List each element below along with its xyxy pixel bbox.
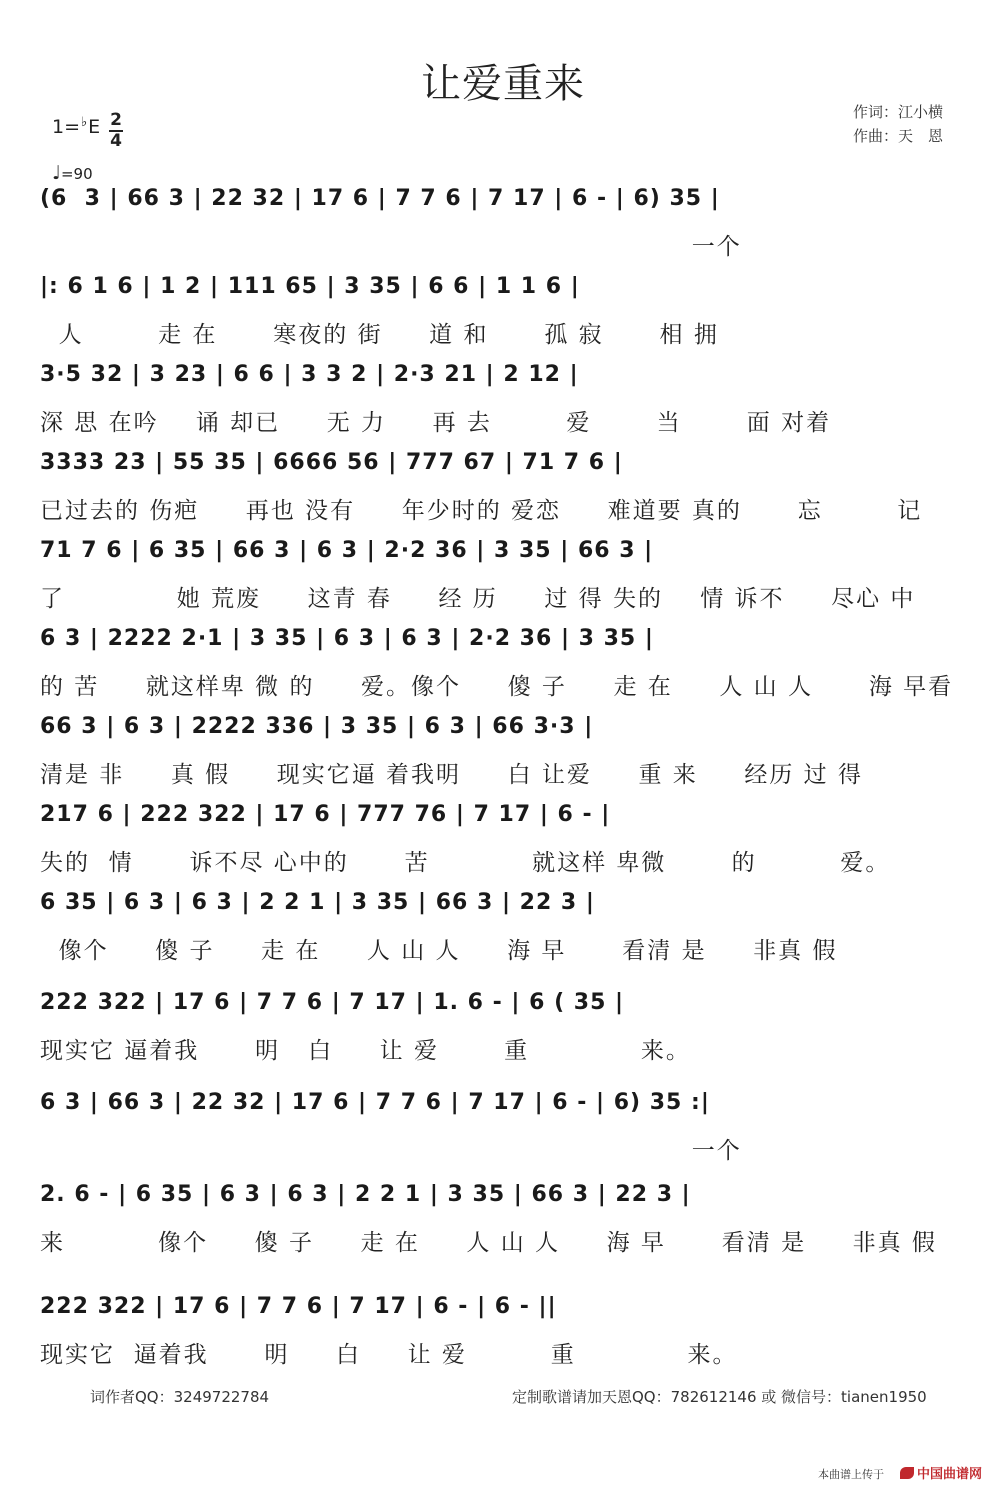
notation-line: 222 322 | 17 6 | 7 7 6 | 7 17 | 1. 6 - | 6 ( 35 | [40, 990, 625, 1015]
credits [853, 100, 943, 148]
logo-icon [900, 1467, 914, 1479]
lyric-line: 已过去的 伤疤 再也 没有 年少时的 爱恋 难道要 真的 忘 记 [40, 498, 923, 524]
lyric-line: 来 像个 傻 子 走 在 人 山 人 海 早 看清 是 非真 假 [40, 1230, 937, 1256]
lyric-line: 人 走 在 寒夜的 街 道 和 孤 寂 相 拥 [40, 322, 719, 348]
meter-top: 2 [110, 110, 122, 130]
lyric-line: 现实它 逼着我 明 白 让 爱 重 来。 [40, 1342, 738, 1368]
notation-line: 3333 23 | 55 35 | 6666 56 | 777 67 | 71 7 6 | [40, 450, 623, 475]
quarter-note-icon: ♩ [52, 162, 61, 184]
lyric-line: 现实它 逼着我 明 白 让 爱 重 来。 [40, 1038, 691, 1064]
lyric-line: 像个 傻 子 走 在 人 山 人 海 早 看清 是 非真 假 [40, 938, 838, 964]
logo-text: 中国曲谱网 [917, 1467, 983, 1482]
meter-bottom: 4 [110, 131, 122, 151]
composer-contact: 定制歌谱请加天恩QQ：782612146 或 微信号：tianen1950 [512, 1388, 927, 1406]
notation-line: 217 6 | 222 322 | 17 6 | 777 76 | 7 17 | 6 - | [40, 802, 611, 827]
site-logo [900, 1463, 982, 1482]
tempo-marking [52, 162, 93, 184]
time-signature [107, 111, 125, 151]
flat-icon: ♭ [81, 115, 88, 130]
song-title: 让爱重来 [421, 61, 585, 107]
composer-credit: 作曲：天 恩 [853, 127, 944, 145]
lyric-line: 了 她 荒废 这青 春 经 历 过 得 失的 情 诉不 尽心 中 [40, 586, 916, 612]
notation-line: 66 3 | 6 3 | 2222 336 | 3 35 | 6 3 | 66 3·3 | [40, 714, 594, 739]
notation-line: 6 3 | 2222 2·1 | 3 35 | 6 3 | 6 3 | 2·2 36 | 3 35 | [40, 626, 654, 651]
upload-note: 本曲谱上传于 [818, 1468, 884, 1481]
notation-line: 3·5 32 | 3 23 | 6 6 | 3 3 2 | 2·3 21 | 2 12 | [40, 362, 579, 387]
lyric-line: 失的 情 诉不尽 心中的 苦 就这样 卑微 的 爱。 [40, 850, 891, 876]
key-signature [52, 116, 100, 138]
lyric-line: 深 思 在吟 诵 却已 无 力 再 去 爱 当 面 对着 [40, 410, 832, 436]
lyric-line: 清是 非 真 假 现实它逼 着我明 白 让爱 重 来 经历 过 得 [40, 762, 863, 788]
notation-line: 6 3 | 66 3 | 22 32 | 17 6 | 7 7 6 | 7 17 | 6 - | 6) 35 :| [40, 1090, 710, 1115]
notation-line: (6 3 | 66 3 | 22 32 | 17 6 | 7 7 6 | 7 17 | 6 - | 6) 35 | [40, 186, 720, 211]
notation-line: 222 322 | 17 6 | 7 7 6 | 7 17 | 6 - | 6 - || [40, 1294, 557, 1319]
tempo-value: =90 [60, 165, 93, 183]
key-note: E [88, 116, 101, 138]
notation-line: |: 6 1 6 | 1 2 | 111 65 | 3 35 | 6 6 | 1 1 6 | [40, 274, 580, 299]
lyric-line: 的 苦 就这样卑 微 的 爱。像个 傻 子 走 在 人 山 人 海 早看 [40, 674, 954, 700]
lyricist-contact: 词作者QQ：3249722784 [90, 1388, 270, 1406]
notation-line: 71 7 6 | 6 35 | 66 3 | 6 3 | 2·2 36 | 3 35 | 66 3 | [40, 538, 654, 563]
notation-line: 2. 6 - | 6 35 | 6 3 | 6 3 | 2 2 1 | 3 35 | 66 3 | 22 3 | [40, 1182, 691, 1207]
notation-line: 6 35 | 6 3 | 6 3 | 2 2 1 | 3 35 | 66 3 | 22 3 | [40, 890, 595, 915]
lyricist-credit: 作词：江小横 [853, 103, 944, 121]
lyric-line: 一个 [40, 234, 742, 260]
lyric-line: 一个 [40, 1138, 742, 1164]
key-prefix: 1= [52, 116, 81, 138]
